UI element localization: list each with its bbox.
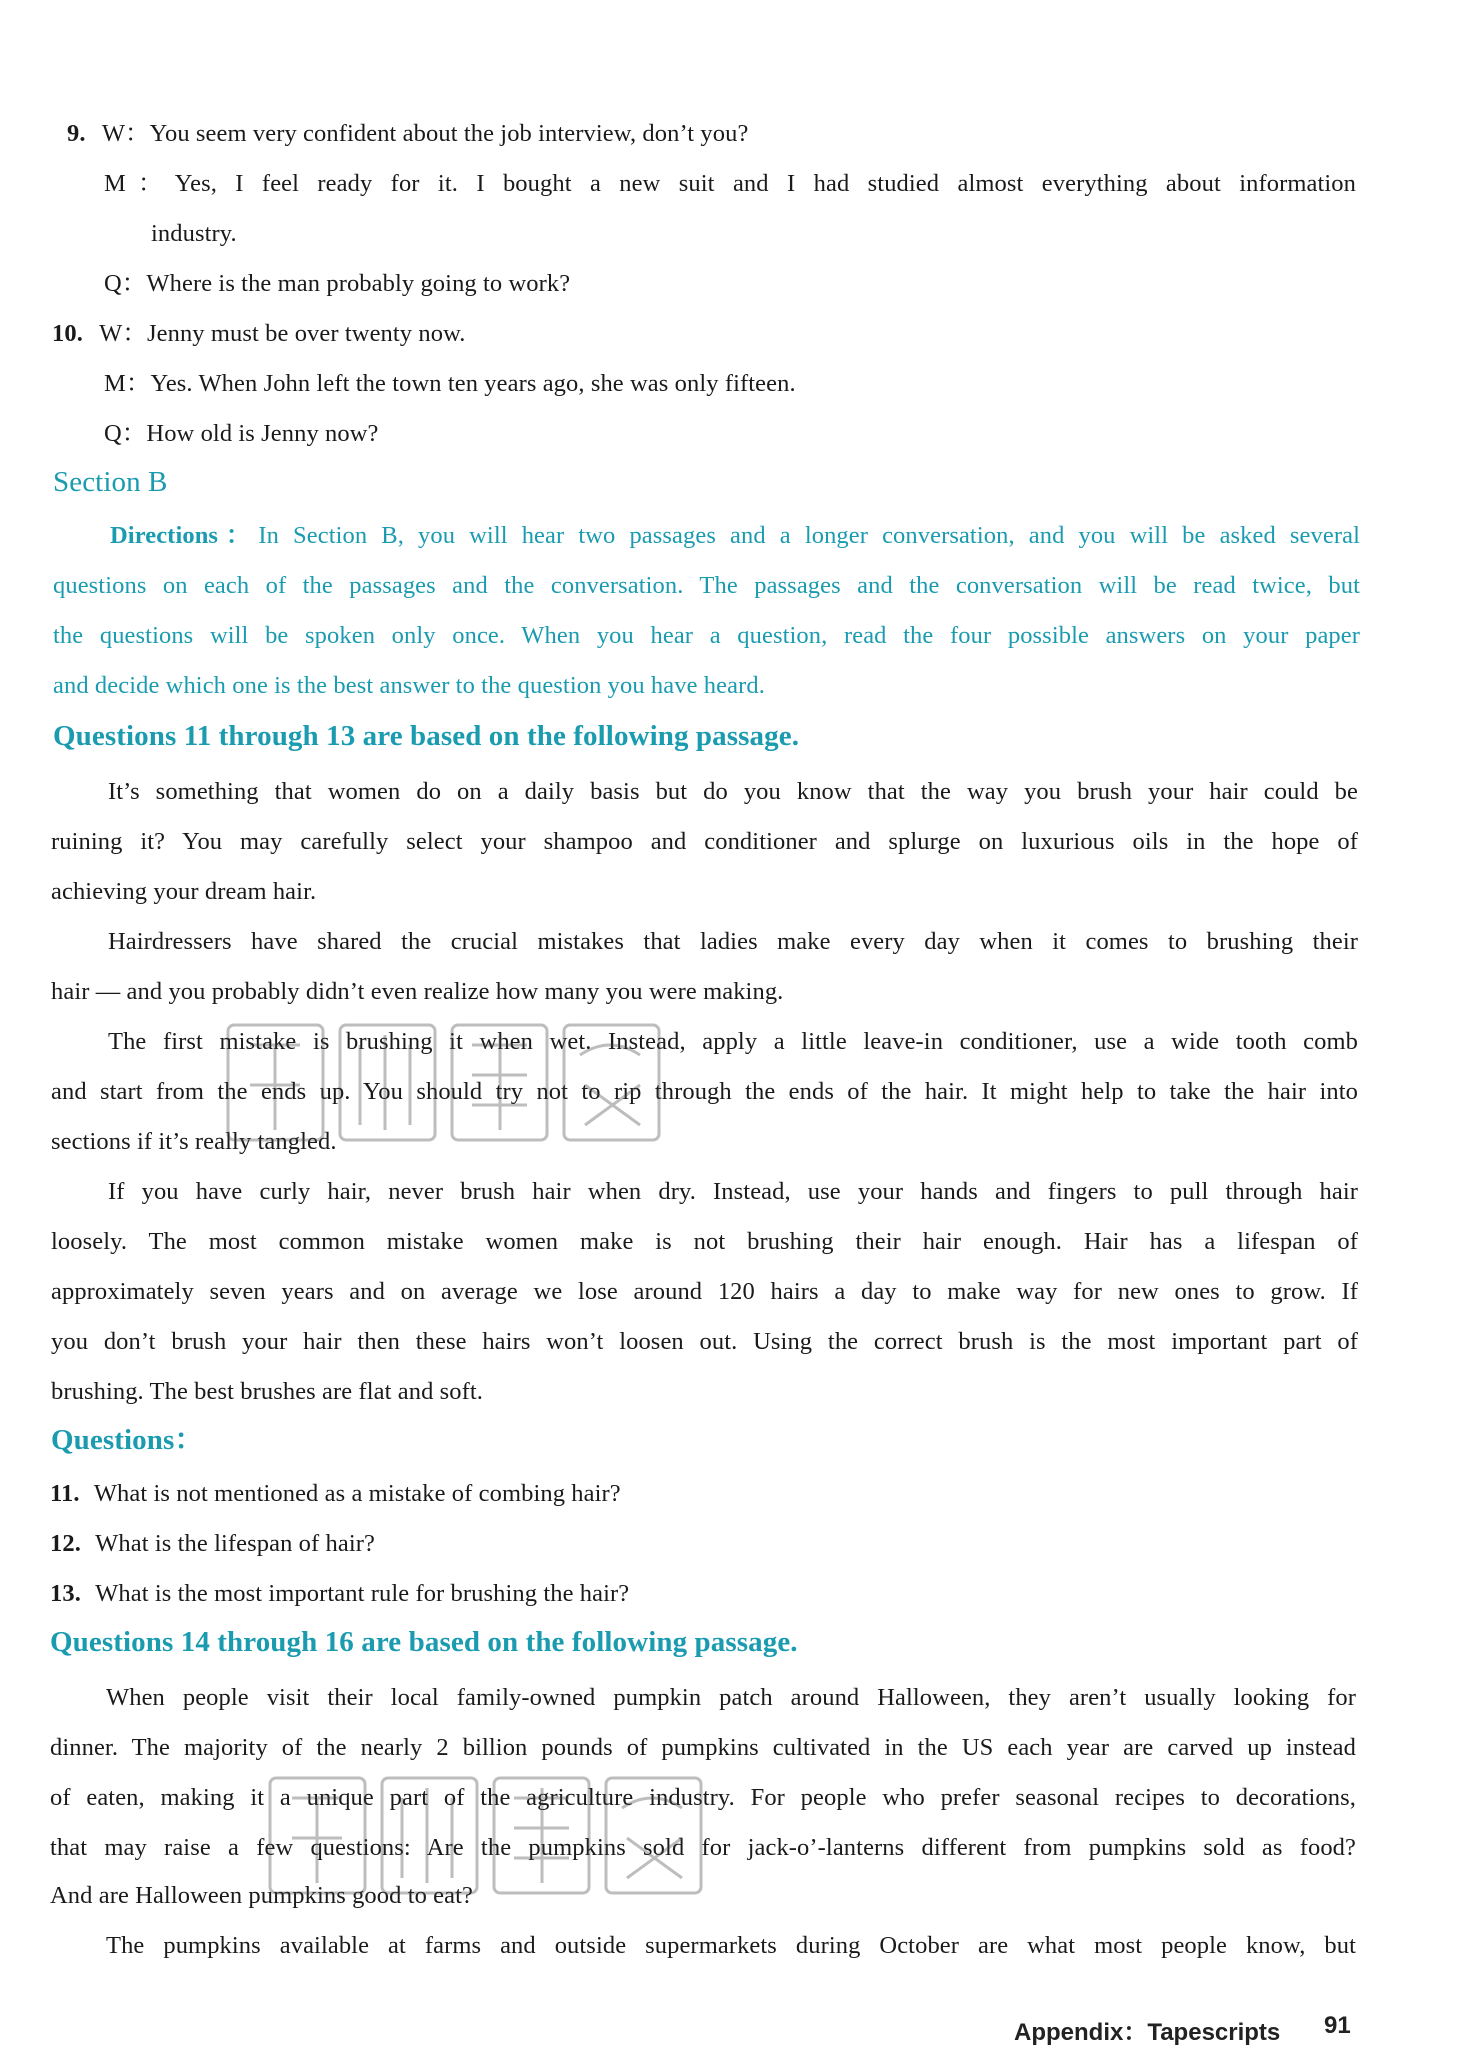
dialogue-text: Where is the man probably going to work?	[146, 270, 571, 297]
directions-line	[110, 520, 1360, 552]
section-title: Section B	[53, 466, 168, 498]
passage-line: dinner. The majority of the nearly 2 billion pounds of pumpkins cultivated in the US each year are carved up instead	[50, 1734, 1356, 1761]
passage-line: When people visit their local family-owned pumpkin patch around Halloween, they aren’t usually looking for	[106, 1684, 1356, 1711]
directions-text: In Section B, you will hear two passages and a longer conversation, and you will be asked several	[258, 522, 1360, 549]
passage-line: ruining it? You may carefully select your shampoo and conditioner and splurge on luxurious oils in the hope of	[51, 828, 1358, 855]
dialogue-text: Yes, I feel ready for it. I bought a new suit and I had studied almost everything about information	[174, 170, 1356, 197]
speaker-label: Q：	[104, 420, 147, 447]
questions-label: Questions：	[51, 1424, 204, 1456]
passage-line: Hairdressers have shared the crucial mistakes that ladies make every day when it comes to brushing their	[108, 928, 1358, 955]
question-text: What is the lifespan of hair?	[95, 1530, 375, 1557]
dialogue-text: Jenny must be over twenty now.	[147, 320, 466, 347]
passage-line: that may raise a few questions: Are the pumpkins sold for jack-o’-lanterns different from pumpkins sold as food?	[50, 1834, 1356, 1861]
speaker-label: W：	[101, 120, 150, 147]
item-10-line	[52, 318, 466, 350]
question-number: 12.	[50, 1530, 81, 1557]
question-line	[104, 268, 570, 300]
passage-line: approximately seven years and on average we lose around 120 hairs a day to make way for new ones to grow. If	[51, 1278, 1358, 1305]
question-text: What is the most important rule for brushing the hair?	[95, 1580, 630, 1607]
passage-line: It’s something that women do on a daily basis but do you know that the way you brush your hair could be	[108, 778, 1358, 805]
question-number: 11.	[50, 1480, 80, 1507]
dialogue-text: Yes. When John left the town ten years ago, she was only fifteen.	[150, 370, 796, 397]
passage-line: And are Halloween pumpkins good to eat?	[50, 1882, 474, 1909]
page-number: 91	[1324, 2012, 1351, 2039]
passage-line: hair — and you probably didn’t even realize how many you were making.	[51, 978, 784, 1005]
passage-line: you don’t brush your hair then these hairs won’t loosen out. Using the correct brush is the most important part of	[51, 1328, 1358, 1355]
passage-line: and start from the ends up. You should try not to rip through the ends of the hair. It might help to take the hair into	[51, 1078, 1358, 1105]
passage-line: The pumpkins available at farms and outside supermarkets during October are what most people know, but	[106, 1932, 1356, 1959]
question-item	[50, 1478, 621, 1510]
dialogue-text: How old is Jenny now?	[146, 420, 379, 447]
directions-line: questions on each of the passages and the conversation. The passages and the conversation will be read twice, but	[53, 572, 1360, 599]
passage-line: brushing. The best brushes are flat and soft.	[51, 1378, 484, 1405]
running-footer-title: Appendix：Tapescripts	[1014, 2019, 1281, 2046]
question-text: What is not mentioned as a mistake of combing hair?	[93, 1480, 621, 1507]
item-number: 9.	[67, 120, 86, 147]
question-line	[104, 418, 379, 450]
dialogue-line	[151, 218, 237, 250]
item-number: 10.	[52, 320, 83, 347]
passage-heading: Questions 11 through 13 are based on the following passage.	[53, 720, 800, 752]
passage-line: sections if it’s really tangled.	[51, 1128, 337, 1155]
speaker-label: M：	[104, 170, 175, 197]
question-number: 13.	[50, 1580, 81, 1607]
passage-line: of eaten, making it a unique part of the agriculture industry. For people who prefer seasonal recipes to decorations,	[50, 1784, 1356, 1811]
dialogue-line	[104, 168, 1356, 200]
question-item	[50, 1528, 375, 1560]
directions-label: Directions：	[110, 522, 259, 549]
directions-line: the questions will be spoken only once. When you hear a question, read the four possible answers on your paper	[53, 622, 1360, 649]
dialogue-text: You seem very confident about the job interview, don’t you?	[149, 120, 749, 147]
passage-line: If you have curly hair, never brush hair when dry. Instead, use your hands and fingers to pull through hair	[108, 1178, 1358, 1205]
dialogue-text: industry.	[151, 220, 237, 247]
question-item	[50, 1578, 629, 1610]
dialogue-line	[104, 368, 796, 400]
directions-line: and decide which one is the best answer to the question you have heard.	[53, 672, 765, 699]
item-9-line	[67, 118, 748, 150]
speaker-label: M：	[104, 370, 151, 397]
speaker-label: W：	[99, 320, 147, 347]
passage-line: The first mistake is brushing it when wet. Instead, apply a little leave-in conditioner, use a wide tooth comb	[108, 1028, 1358, 1055]
speaker-label: Q：	[104, 270, 147, 297]
passage-line: loosely. The most common mistake women make is not brushing their hair enough. Hair has a lifespan of	[51, 1228, 1358, 1255]
passage-heading: Questions 14 through 16 are based on the following passage.	[50, 1626, 798, 1658]
passage-line: achieving your dream hair.	[51, 878, 317, 905]
